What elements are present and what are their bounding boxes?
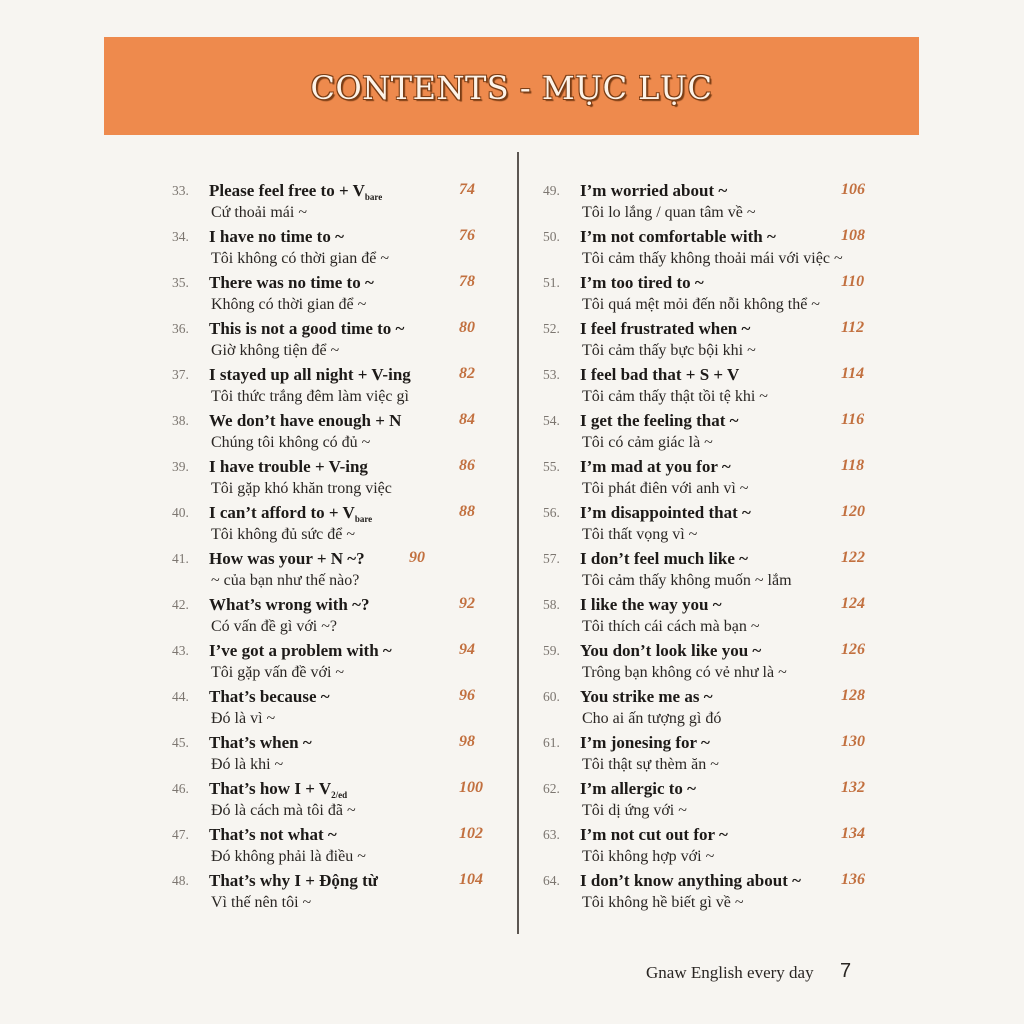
toc-entry-title-text: That’s how I + V	[209, 779, 332, 798]
toc-entry-number: 61.	[543, 735, 560, 750]
toc-entry-title-text: Please feel free to + V	[209, 181, 365, 200]
toc-entry-title-text: I feel frustrated when ~	[580, 319, 751, 338]
toc-entry	[543, 316, 863, 362]
toc-entry-title	[209, 641, 392, 661]
toc-entry-translation: Tôi cảm thấy bực bội khi ~	[582, 342, 756, 359]
toc-entry-number: 59.	[543, 643, 560, 658]
toc-entry-page: 124	[841, 595, 865, 612]
toc-entry-translation: Cứ thoải mái ~	[211, 204, 307, 221]
toc-entry-title-text: I’m jonesing for ~	[580, 733, 710, 752]
toc-entry-translation: Tôi thích cái cách mà bạn ~	[582, 618, 760, 635]
toc-entry	[543, 868, 863, 914]
toc-entry-title-subscript: 2/ed	[331, 790, 348, 800]
toc-entry-page: 92	[459, 595, 475, 612]
toc-entry	[172, 454, 492, 500]
toc-entry	[543, 776, 863, 822]
toc-entry-title	[209, 181, 382, 202]
toc-entry-title-text: I don’t feel much like ~	[580, 549, 748, 568]
toc-entry-title-text: You strike me as ~	[580, 687, 713, 706]
toc-entry-translation: Chúng tôi không có đủ ~	[211, 434, 371, 451]
toc-entry-title	[209, 825, 337, 845]
toc-entry	[172, 546, 492, 592]
toc-entry-title	[209, 273, 374, 293]
toc-entry-translation: Tôi thất vọng vì ~	[582, 526, 698, 543]
toc-entry-number: 42.	[172, 597, 189, 612]
toc-entry-translation: Tôi gặp vấn đề với ~	[211, 664, 345, 681]
toc-entry-page: 84	[459, 411, 475, 428]
toc-entry-translation: Tôi không hợp với ~	[582, 848, 715, 865]
toc-entry-title	[580, 825, 728, 845]
toc-entry-translation: Không có thời gian để ~	[211, 296, 367, 313]
toc-entry	[172, 638, 492, 684]
header-banner	[104, 37, 919, 135]
toc-entry-page: 74	[459, 181, 475, 198]
toc-entry-translation: Đó không phải là điều ~	[211, 848, 366, 865]
toc-entry	[172, 316, 492, 362]
toc-entry-number: 51.	[543, 275, 560, 290]
toc-entry-page: 94	[459, 641, 475, 658]
toc-entry	[543, 592, 863, 638]
toc-entry-title-text: This is not a good time to ~	[209, 319, 405, 338]
toc-entry-number: 54.	[543, 413, 560, 428]
toc-entry-number: 37.	[172, 367, 189, 382]
toc-entry	[172, 362, 492, 408]
toc-entry-number: 46.	[172, 781, 189, 796]
toc-entry	[172, 178, 492, 224]
toc-entry-title	[209, 503, 372, 524]
toc-entry-page: 110	[841, 273, 865, 290]
toc-entry-translation: Có vấn đề gì với ~?	[211, 618, 337, 635]
toc-entry-page: 88	[459, 503, 475, 520]
toc-entry-title	[580, 319, 750, 339]
toc-entry-page: 90	[409, 549, 425, 566]
toc-entry-number: 47.	[172, 827, 189, 842]
toc-entry-translation: Tôi thật sự thèm ăn ~	[582, 756, 719, 773]
toc-entry-number: 34.	[172, 229, 189, 244]
toc-entry-translation: Tôi lo lắng / quan tâm về ~	[582, 204, 756, 221]
toc-entry-number: 63.	[543, 827, 560, 842]
toc-entry-number: 53.	[543, 367, 560, 382]
toc-entry-title	[580, 641, 761, 661]
toc-entry-page: 78	[459, 273, 475, 290]
toc-entry-title-text: I’ve got a problem with ~	[209, 641, 392, 660]
toc-entry-title	[580, 503, 751, 523]
toc-entry-title	[580, 733, 710, 753]
toc-entry-page: 76	[459, 227, 475, 244]
toc-entry-title	[209, 319, 404, 339]
toc-entry-page: 130	[841, 733, 865, 750]
toc-entry-title	[580, 457, 731, 477]
toc-entry-page: 126	[841, 641, 865, 658]
toc-entry-page: 102	[459, 825, 483, 842]
toc-entry-title	[209, 457, 368, 477]
toc-entry-title	[209, 595, 369, 615]
toc-entry-page: 118	[841, 457, 865, 474]
toc-entry-title-text: I’m worried about ~	[580, 181, 728, 200]
toc-entry-title-text: I’m mad at you for ~	[580, 457, 731, 476]
toc-entry-translation: Tôi cảm thấy không muốn ~ lắm	[582, 572, 792, 589]
toc-entry-title-text: I stayed up all night + V-ing	[209, 365, 411, 384]
toc-entry	[543, 362, 863, 408]
toc-entry-title	[580, 411, 739, 431]
toc-entry-title	[209, 227, 344, 247]
toc-entry	[543, 270, 863, 316]
toc-entry-page: 128	[841, 687, 865, 704]
toc-entry-title-text: I’m disappointed that ~	[580, 503, 751, 522]
toc-entry-page: 82	[459, 365, 475, 382]
toc-entry-title	[209, 365, 411, 385]
toc-entry-title-text: I can’t afford to + V	[209, 503, 355, 522]
toc-entry-page: 120	[841, 503, 865, 520]
toc-entry-translation: Tôi có cảm giác là ~	[582, 434, 713, 451]
toc-entry	[543, 822, 863, 868]
toc-left-column	[172, 178, 492, 914]
toc-entry-title-text: What’s wrong with ~?	[209, 595, 370, 614]
toc-entry-title	[209, 779, 347, 800]
toc-entry-title	[580, 595, 722, 615]
toc-entry	[172, 592, 492, 638]
toc-entry-number: 49.	[543, 183, 560, 198]
toc-entry-number: 41.	[172, 551, 189, 566]
toc-entry-title	[209, 549, 365, 569]
toc-right-column	[543, 178, 863, 914]
toc-entry-number: 36.	[172, 321, 189, 336]
page-title: CONTENTS - MỤC LỤC	[310, 69, 713, 107]
toc-entry-number: 50.	[543, 229, 560, 244]
toc-entry-number: 39.	[172, 459, 189, 474]
toc-entry-title-text: That’s when ~	[209, 733, 312, 752]
toc-entry-number: 64.	[543, 873, 560, 888]
toc-entry-translation: Trông bạn không có vẻ như là ~	[582, 664, 787, 681]
toc-entry-page: 116	[841, 411, 865, 428]
toc-entry-translation: Tôi cảm thấy thật tồi tệ khi ~	[582, 388, 768, 405]
toc-entry-translation: Vì thế nên tôi ~	[211, 894, 312, 911]
toc-entry-page: 98	[459, 733, 475, 750]
toc-entry-page: 122	[841, 549, 865, 566]
toc-entry-number: 58.	[543, 597, 560, 612]
toc-entry-title-subscript: bare	[354, 514, 373, 524]
footer-page-number: 7	[840, 960, 852, 982]
toc-entry-title-text: There was no time to ~	[209, 273, 374, 292]
toc-entry-title-text: I’m too tired to ~	[580, 273, 704, 292]
toc-entry-number: 48.	[172, 873, 189, 888]
toc-entry-translation: Tôi dị ứng với ~	[582, 802, 687, 819]
toc-entry-page: 104	[459, 871, 483, 888]
toc-entry-number: 52.	[543, 321, 560, 336]
toc-entry	[543, 500, 863, 546]
toc-entry-title	[209, 871, 378, 891]
toc-entry-number: 60.	[543, 689, 560, 704]
toc-entry-title	[580, 779, 696, 799]
toc-entry-translation: Tôi gặp khó khăn trong việc	[211, 480, 392, 497]
toc-entry	[543, 730, 863, 776]
toc-entry-title-text: That’s why I + Động từ	[209, 871, 378, 890]
toc-entry-translation: Đó là vì ~	[211, 710, 276, 727]
toc-entry-number: 44.	[172, 689, 189, 704]
toc-entry-page: 136	[841, 871, 865, 888]
toc-entry-translation: ~ của bạn như thế nào?	[211, 572, 360, 589]
toc-entry-page: 112	[841, 319, 865, 336]
toc-entry-number: 56.	[543, 505, 560, 520]
toc-entry-number: 62.	[543, 781, 560, 796]
toc-entry	[543, 408, 863, 454]
toc-entry	[172, 224, 492, 270]
toc-entry-translation: Tôi không có thời gian để ~	[211, 250, 389, 267]
toc-entry	[543, 454, 863, 500]
toc-entry-title-text: I’m allergic to ~	[580, 779, 696, 798]
toc-entry-number: 38.	[172, 413, 189, 428]
toc-entry-page: 96	[459, 687, 475, 704]
toc-entry-title-text: I’m not cut out for ~	[580, 825, 728, 844]
toc-entry-title	[580, 181, 727, 201]
toc-entry-number: 43.	[172, 643, 189, 658]
toc-entry	[543, 178, 863, 224]
column-divider	[517, 152, 519, 934]
toc-entry-title	[580, 227, 776, 247]
toc-entry	[172, 500, 492, 546]
toc-entry-title-text: I feel bad that + S + V	[580, 365, 740, 384]
toc-entry	[172, 270, 492, 316]
toc-entry-title-text: That’s because ~	[209, 687, 330, 706]
toc-entry-number: 55.	[543, 459, 560, 474]
toc-entry-title	[580, 871, 801, 891]
toc-entry-page: 80	[459, 319, 475, 336]
toc-entry-title-text: I like the way you ~	[580, 595, 722, 614]
toc-entry-translation: Đó là cách mà tôi đã ~	[211, 802, 356, 819]
toc-entry-translation: Tôi không đủ sức để ~	[211, 526, 355, 543]
toc-entry-number: 33.	[172, 183, 189, 198]
toc-entry	[172, 408, 492, 454]
toc-entry	[172, 684, 492, 730]
toc-entry-page: 132	[841, 779, 865, 796]
toc-entry	[172, 868, 492, 914]
toc-entry-number: 45.	[172, 735, 189, 750]
toc-entry-page: 108	[841, 227, 865, 244]
toc-entry	[543, 546, 863, 592]
toc-entry-translation: Tôi cảm thấy không thoải mái với việc ~	[582, 250, 843, 267]
toc-entry-title-text: I have no time to ~	[209, 227, 344, 246]
toc-entry-translation: Đó là khi ~	[211, 756, 284, 773]
toc-entry-title-text: I’m not comfortable with ~	[580, 227, 776, 246]
toc-entry-page: 134	[841, 825, 865, 842]
toc-entry	[543, 638, 863, 684]
toc-entry-title-text: I have trouble + V-ing	[209, 457, 368, 476]
toc-entry-title-text: How was your + N ~?	[209, 549, 365, 568]
toc-entry-title-text: I get the feeling that ~	[580, 411, 739, 430]
toc-entry	[543, 224, 863, 270]
toc-entry-title-text: I don’t know anything about ~	[580, 871, 801, 890]
toc-entry-title-text: We don’t have enough + N	[209, 411, 402, 430]
toc-entry-title	[209, 733, 312, 753]
toc-entry-title	[209, 687, 330, 707]
toc-entry	[172, 730, 492, 776]
toc-entry-page: 114	[841, 365, 865, 382]
toc-entry-translation: Tôi không hề biết gì về ~	[582, 894, 744, 911]
toc-entry-title	[580, 365, 739, 385]
toc-entry-title-text: You don’t look like you ~	[580, 641, 762, 660]
toc-entry-title	[580, 687, 713, 707]
toc-entry-title-text: That’s not what ~	[209, 825, 337, 844]
toc-entry-translation: Tôi thức trắng đêm làm việc gì	[211, 388, 409, 405]
toc-entry-title-subscript: bare	[364, 192, 383, 202]
toc-entry-title	[580, 273, 704, 293]
toc-entry-translation: Tôi quá mệt mỏi đến nỗi không thể ~	[582, 296, 820, 313]
toc-entry-translation: Giờ không tiện để ~	[211, 342, 340, 359]
toc-entry-page: 100	[459, 779, 483, 796]
toc-entry-number: 40.	[172, 505, 189, 520]
toc-entry-number: 57.	[543, 551, 560, 566]
toc-entry-page: 106	[841, 181, 865, 198]
toc-entry-title	[209, 411, 401, 431]
toc-entry	[172, 822, 492, 868]
toc-entry-translation: Tôi phát điên với anh vì ~	[582, 480, 749, 497]
toc-entry	[543, 684, 863, 730]
toc-entry-number: 35.	[172, 275, 189, 290]
toc-entry-translation: Cho ai ấn tượng gì đó	[582, 710, 722, 727]
footer-book-title: Gnaw English every day	[646, 963, 814, 982]
toc-entry-title	[580, 549, 748, 569]
toc-entry	[172, 776, 492, 822]
toc-entry-page: 86	[459, 457, 475, 474]
